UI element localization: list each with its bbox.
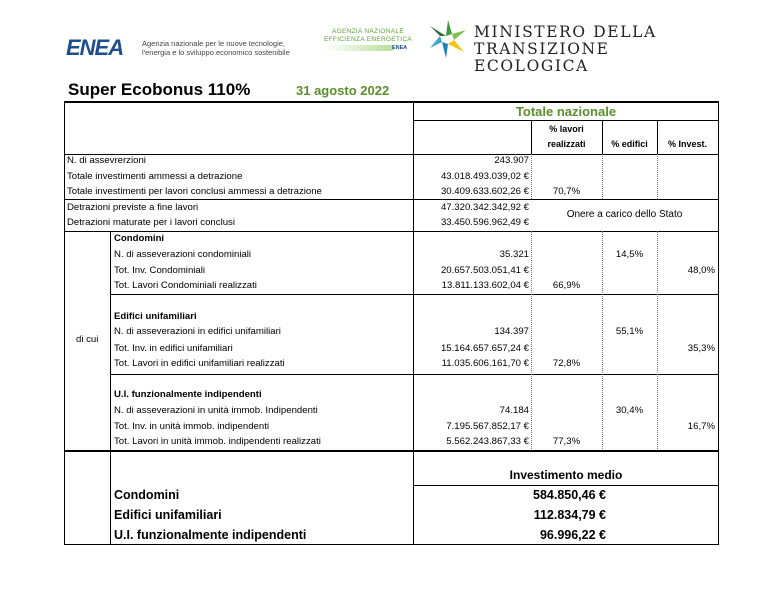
row-label: N. di assevrerzioni: [67, 155, 146, 166]
average-label: U.I. funzionalmente indipendenti: [114, 528, 307, 542]
value-col-header-left: [413, 101, 414, 154]
invest-col-dotted: [657, 231, 658, 451]
section-title-condomini: Condomini: [114, 233, 165, 244]
average-top-border: [64, 450, 719, 452]
col-invest: % Invest.: [667, 139, 707, 149]
ministry-line2: TRANSIZIONE ECOLOGICA: [474, 40, 610, 75]
row-value: 134.397: [494, 326, 529, 337]
average-left-col-line: [110, 451, 111, 545]
row-label: N. di asseverazioni condominiali: [114, 249, 252, 260]
group-header: Totale nazionale: [515, 104, 617, 119]
ministry-line1: MINISTERO DELLA: [474, 23, 657, 41]
row-invest: 16,7%: [687, 421, 715, 432]
col-lavori-line1: % lavori: [549, 124, 584, 134]
aee-logo-swoosh: [324, 45, 394, 51]
row-edifici: 30,4%: [615, 405, 644, 416]
separator-line: [64, 231, 719, 232]
row-label: Tot. Inv. in unità immob. indipendenti: [114, 421, 270, 432]
onere-note: Onere a carico dello Stato: [566, 209, 683, 220]
row-label: Tot. Lavori in unità immob. indipendenti realizzati: [114, 436, 321, 447]
row-label: Tot. Inv. in edifici unifamiliari: [114, 343, 233, 354]
row-label: Tot. Inv. Condominiali: [114, 265, 206, 276]
row-value: 243.907: [494, 155, 529, 166]
aee-logo-line1: AGENZIA NAZIONALE: [332, 28, 404, 35]
enea-tagline: Agenzia nazionale per le nuove tecnologie, l'energia e lo sviluppo economico sostenibile: [142, 39, 290, 57]
row-lavori: 70,7%: [552, 186, 581, 197]
section-title-unifamiliari: Edifici unifamiliari: [114, 311, 197, 322]
row-invest: 35,3%: [687, 343, 715, 354]
edifici-col-dotted: [602, 154, 603, 199]
ministry-star-icon: [426, 18, 470, 60]
aee-logo-line2: EFFICIENZA ENERGETICA: [324, 35, 412, 43]
value-col-line: [413, 154, 414, 232]
row-value: 7.195.567.852,17 €: [446, 421, 529, 432]
separator-line: [64, 199, 719, 200]
report-date: 31 agosto 2022: [296, 83, 390, 98]
ecobonus-table: [64, 101, 719, 545]
edifici-col-dotted: [602, 231, 603, 451]
average-label: Condomini: [114, 488, 180, 502]
average-label: Edifici unifamiliari: [114, 508, 222, 522]
row-lavori: 77,3%: [552, 436, 581, 447]
row-value: 43.018.493.039,02 €: [440, 171, 529, 182]
row-label: N. di asseverazioni in edifici unifamiliari: [114, 326, 281, 337]
row-value: 47.320.342.342,92 €: [440, 202, 529, 213]
row-value: 35.321: [499, 249, 529, 260]
row-label: Totale investimenti ammessi a detrazione: [67, 171, 243, 182]
aee-logo: [318, 28, 418, 60]
average-value: 112.834,79 €: [533, 508, 606, 522]
value-col-line: [413, 231, 414, 451]
table-bottom-border: [64, 544, 719, 545]
di-cui-label: di cui: [76, 334, 99, 345]
di-cui-col-line: [110, 231, 111, 451]
table-top-border: [64, 101, 719, 103]
invest-col-dotted: [657, 154, 658, 199]
enea-logo: [66, 36, 346, 60]
row-value: 20.657.503.051,41 €: [440, 265, 529, 276]
row-label: Totale investimenti per lavori conclusi ammessi a detrazione: [67, 186, 322, 197]
group-header-line: [413, 120, 719, 121]
col-edifici: % edifici: [611, 139, 648, 149]
row-label: Tot. Lavori in edifici unifamiliari realizzati: [114, 358, 285, 369]
col-lavori-line2: realizzati: [547, 139, 586, 149]
row-label: Detrazioni maturate per i lavori conclusi: [67, 217, 235, 228]
enea-logo-wordmark: ENEA: [66, 35, 124, 60]
table-left-border: [64, 101, 65, 545]
row-edifici: 55,1%: [615, 326, 644, 337]
average-value: 584.850,46 €: [533, 488, 606, 502]
row-invest: 48,0%: [687, 265, 715, 276]
row-label: Detrazioni previste a fine lavori: [67, 202, 199, 213]
row-value: 30.409.633.602,26 €: [440, 186, 529, 197]
section-title-indipendenti: U.I. funzionalmente indipendenti: [114, 389, 262, 400]
row-value: 11.035.606.161,70 €: [441, 358, 529, 369]
row-value: 5.562.243.867,33 €: [446, 436, 529, 447]
row-lavori: 66,9%: [552, 280, 581, 291]
lavori-col-dotted: [531, 154, 532, 199]
row-edifici: 14,5%: [615, 249, 644, 260]
row-value: 33.450.596.962,49 €: [440, 217, 529, 228]
row-lavori: 72,8%: [552, 358, 581, 369]
row-value: 13.811.133.602,04 €: [441, 280, 529, 291]
lavori-col-dotted: [531, 231, 532, 451]
ministry-logo: [426, 18, 726, 75]
page-title: Super Ecobonus 110%: [68, 80, 251, 99]
section-separator: [110, 374, 719, 375]
row-value: 74.184: [499, 405, 529, 416]
average-value: 96.996,22 €: [539, 528, 606, 542]
row-label: Tot. Lavori Condominiali realizzati: [114, 280, 257, 291]
average-heading-line: [413, 485, 719, 486]
header-bottom-line: [64, 154, 719, 155]
section-separator: [110, 294, 719, 295]
average-heading: Investimento medio: [509, 468, 623, 482]
row-label: N. di asseverazioni in unità immob. Indipendenti: [114, 405, 318, 416]
ministry-name: [474, 24, 726, 75]
row-value: 15.164.657.657,24 €: [440, 343, 529, 354]
aee-logo-mini: ENEA: [392, 45, 408, 51]
